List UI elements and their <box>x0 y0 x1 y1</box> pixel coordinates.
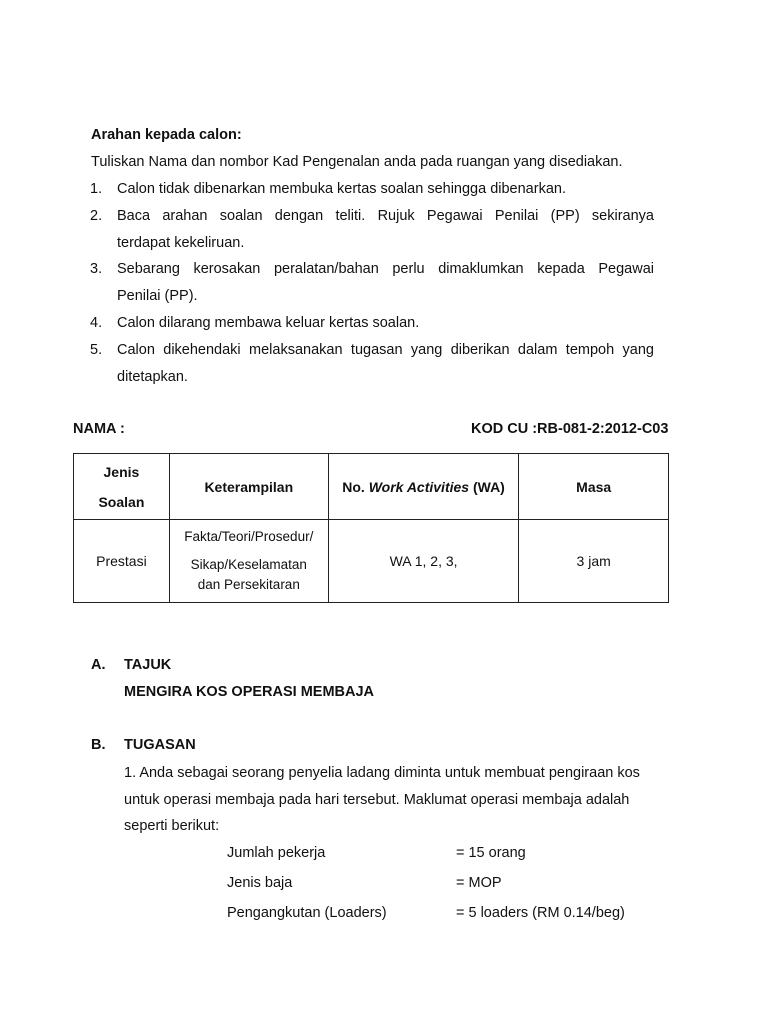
section-b-heading: TUGASAN <box>124 737 196 753</box>
item-text: Calon dilarang membawa keluar kertas soalan. <box>117 315 420 331</box>
item-number: 3. <box>90 261 103 277</box>
competency-table <box>73 453 669 603</box>
item-number: 4. <box>90 315 103 331</box>
header-jenis-soalan <box>74 454 170 520</box>
item-text: Calon tidak dibenarkan membuka kertas soalan sehingga dibenarkan. <box>117 181 566 197</box>
nama-label: NAMA : <box>73 421 125 437</box>
task-paragraph-line3: seperti berikut: <box>124 818 220 834</box>
header-wa-prefix: No. <box>342 478 369 495</box>
header-wa-suffix: (WA) <box>469 478 505 495</box>
task-paragraph-line2: untuk operasi membaja pada hari tersebut. Maklumat operasi membaja adalah <box>124 792 630 808</box>
cell-keterampilan <box>169 520 328 603</box>
section-a-letter: A. <box>91 657 106 673</box>
detail-value: = MOP <box>456 875 502 891</box>
header-jenis-line2: Soalan <box>98 493 145 510</box>
header-jenis-line1: Jenis <box>103 463 140 480</box>
item-text: Baca arahan soalan dengan teliti. Rujuk Pegawai Penilai (PP) sekiranya <box>117 208 654 224</box>
instructions-intro: Tuliskan Nama dan nombor Kad Pengenalan anda pada ruangan yang disediakan. <box>91 154 623 170</box>
item-text: Calon dikehendaki melaksanakan tugasan yang diberikan dalam tempoh yang <box>117 342 654 358</box>
table-header-row <box>74 454 669 520</box>
item-number: 5. <box>90 342 103 358</box>
item-number: 1. <box>90 181 103 197</box>
cell-jenis: Prestasi <box>74 520 170 603</box>
detail-label: Jumlah pekerja <box>227 845 326 861</box>
item-text-continued: ditetapkan. <box>117 369 188 385</box>
header-masa: Masa <box>519 454 669 520</box>
cell-masa: 3 jam <box>519 520 669 603</box>
header-wa-italic: Work Activities <box>368 478 470 495</box>
ket-line1: Fakta/Teori/Prosedur/ <box>184 529 314 544</box>
section-a-heading: TAJUK <box>124 657 172 673</box>
ket-line2: Sikap/Keselamatan <box>190 557 307 572</box>
item-text-continued: terdapat kekeliruan. <box>117 235 245 251</box>
ket-line3: dan Persekitaran <box>197 577 300 592</box>
detail-value: = 5 loaders (RM 0.14/beg) <box>456 905 625 921</box>
item-text: Sebarang kerosakan peralatan/bahan perlu dimaklumkan kepada Pegawai <box>117 261 654 277</box>
task-paragraph-line1: 1. Anda sebagai seorang penyelia ladang diminta untuk membuat pengiraan kos <box>124 765 640 781</box>
section-b-letter: B. <box>91 737 106 753</box>
table-row <box>74 520 669 603</box>
header-work-activities <box>328 454 519 520</box>
item-number: 2. <box>90 208 103 224</box>
instructions-heading: Arahan kepada calon: <box>91 127 242 143</box>
detail-value: = 15 orang <box>456 845 526 861</box>
item-text-continued: Penilai (PP). <box>117 288 198 304</box>
detail-label: Jenis baja <box>227 875 293 891</box>
detail-label: Pengangkutan (Loaders) <box>227 905 387 921</box>
header-keterampilan: Keterampilan <box>169 454 328 520</box>
section-a-title: MENGIRA KOS OPERASI MEMBAJA <box>124 684 375 700</box>
cell-work-activities: WA 1, 2, 3, <box>328 520 519 603</box>
kod-cu: KOD CU :RB-081-2:2012-C03 <box>471 421 669 437</box>
